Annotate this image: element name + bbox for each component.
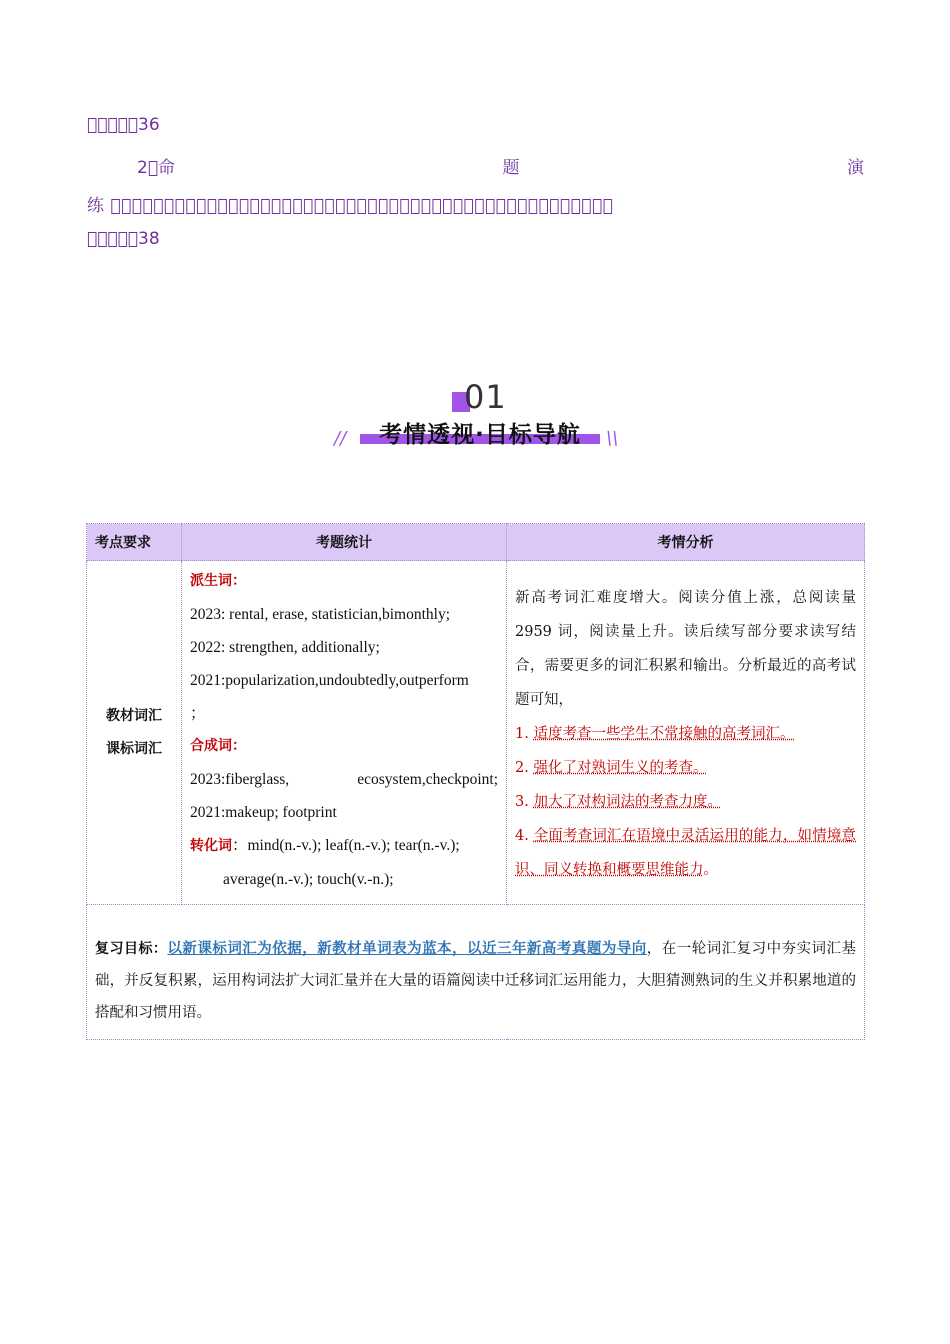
analysis-point-text: 全面考查词汇在语境中灵活运用的能力，如情境意识、同义转换和概要思维能力 — [515, 828, 856, 878]
analysis-point-number: 4. — [515, 828, 534, 844]
review-goal-link[interactable]: 以新课标词汇为依据，新教材单词表为蓝本，以近三年新高考真题为导向 — [167, 940, 647, 957]
analysis-point — [515, 751, 856, 785]
toc-entry-2-part: 演 — [847, 158, 864, 178]
toc-entry-1[interactable]: 􀀀􀀀􀀀􀀀􀀀36 — [87, 115, 160, 135]
decorative-slash-left: // — [334, 428, 347, 449]
analysis-point-end: 。 — [703, 862, 718, 878]
analysis-point-number: 2. — [515, 760, 534, 776]
table-row — [87, 905, 865, 1040]
header-analysis: 考情分析 — [507, 524, 865, 561]
stats-line: 2022: strengthen, additionally; — [190, 639, 380, 656]
analysis-point-text: 加大了对构词法的考查力度。 — [533, 794, 722, 810]
header-requirement: 考点要求 — [87, 524, 182, 561]
header-statistics: 考题统计 — [182, 524, 507, 561]
toc-entry-2-page[interactable]: 􀀀􀀀􀀀􀀀􀀀38 — [87, 229, 160, 249]
decorative-slash-right: \\ — [606, 428, 619, 449]
analysis-cell — [507, 561, 865, 905]
stats-line: 2021:popularization,undoubtedly,outperform — [190, 672, 469, 689]
analysis-point-number: 3. — [515, 794, 534, 810]
statistics-cell — [182, 561, 507, 905]
table-row — [87, 561, 865, 905]
section-title: 考情透视·目标导航 — [379, 422, 581, 448]
analysis-point-text: 强化了对熟词生义的考查。 — [533, 760, 708, 776]
derived-words-label: 派生词： — [190, 573, 246, 589]
review-goal-text: ，在一轮词汇复习中夯实词汇基础，并反复积累，运用构词法扩大词汇量并在大量的语篇阅读中迁移词汇运用能力，大胆猜测熟词的生义并积累地道的搭配和习惯用语。 — [95, 941, 857, 1021]
stats-fragment: 2023:fiberglass, — [190, 771, 290, 788]
analysis-intro: 新高考词汇难度增大。阅读分值上涨，总阅读量 2959 词，阅读量上升。读后续写部分要求读写结合，需要更多的词汇积累和输出。分析最近的高考试题可知， — [515, 590, 856, 708]
toc-entry-2-continued[interactable]: 练 􀀀􀀀􀀀􀀀􀀀􀀀􀀀􀀀􀀀􀀀􀀀􀀀􀀀􀀀􀀀􀀀􀀀􀀀􀀀􀀀􀀀􀀀􀀀􀀀􀀀􀀀􀀀􀀀􀀀􀀀􀀀􀀀􀀀􀀀􀀀􀀀􀀀􀀀􀀀􀀀􀀀􀀀􀀀􀀀􀀀􀀀􀀀 — [87, 196, 614, 216]
review-goal-cell — [87, 905, 865, 1040]
requirement-item: 课标词汇 — [106, 740, 162, 757]
analysis-point-text: 适度考查一些学生不常接触的高考词汇。 — [533, 726, 795, 742]
stats-line — [190, 763, 498, 796]
toc-entry-2-part: 题 — [502, 158, 520, 178]
analysis-point — [515, 717, 856, 751]
analysis-point — [515, 819, 856, 887]
conversion-words-label: 转化词 — [190, 838, 232, 854]
analysis-point — [515, 785, 856, 819]
toc-entry-2-part: 2􀀀命 — [137, 158, 176, 178]
requirement-item: 教材词汇 — [106, 707, 162, 724]
exam-analysis-table — [86, 523, 865, 1040]
analysis-point-number: 1. — [515, 726, 534, 742]
stats-fragment: ：mind(n.-v.); leaf(n.-v.); tear(n.-v.); — [232, 837, 460, 854]
section-number: 01 — [464, 378, 507, 416]
stats-line: 2021:makeup; footprint — [190, 804, 337, 821]
stats-line: 2023: rental, erase, statistician,bimonthly; — [190, 606, 450, 623]
toc-entry-2[interactable] — [87, 153, 864, 178]
stats-line: ； — [190, 705, 206, 722]
requirement-cell — [87, 561, 182, 905]
section-heading — [330, 372, 620, 454]
table-header-row — [87, 524, 865, 561]
stats-line — [190, 829, 498, 863]
stats-line: average(n.-v.); touch(v.-n.); — [223, 871, 394, 888]
compound-words-label: 合成词： — [190, 738, 246, 754]
review-goal-label: 复习目标： — [95, 941, 168, 957]
stats-fragment: ecosystem,checkpoint; — [357, 771, 498, 788]
